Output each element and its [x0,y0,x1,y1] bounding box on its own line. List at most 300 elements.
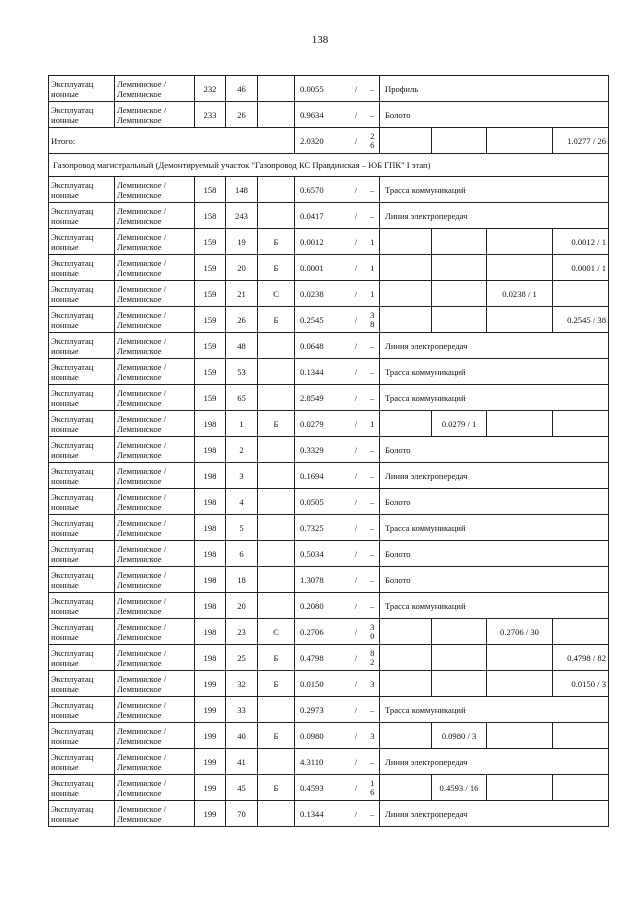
cell-kvartal: 159 [195,385,226,411]
cell-forestry: Лемпинское / Лемпинское [115,203,195,229]
cell-description: Трасса коммуникаций [380,515,609,541]
cell-kvartal: 159 [195,255,226,281]
cell-use-type: Эксплуатац ионные [49,281,115,307]
cell-value-4: 0.0012 / 1 [553,229,609,255]
cell-slash: / [347,489,366,515]
cell-use-type: Эксплуатац ионные [49,619,115,645]
cell-vydel: 26 [226,307,258,333]
cell-count: 3 [366,723,380,749]
table-row [49,541,609,567]
cell-kvartal: 198 [195,645,226,671]
cell-kvartal: 159 [195,333,226,359]
cell-slash: / [347,671,366,697]
table-row [49,307,609,333]
cell-slash: / [347,567,366,593]
cell-slash: / [347,723,366,749]
cell-kvartal: 233 [195,102,226,128]
cell-value-1 [380,723,432,749]
cell-category [258,76,295,102]
cell-use-type: Эксплуатац ионные [49,541,115,567]
cell-kvartal: 199 [195,801,226,827]
cell-kvartal: 159 [195,307,226,333]
table-row [49,801,609,827]
cell-area: 0.0279 [295,411,347,437]
cell-forestry: Лемпинское / Лемпинское [115,749,195,775]
table-row [49,411,609,437]
cell-kvartal: 199 [195,671,226,697]
table-row [49,385,609,411]
cell-use-type: Эксплуатац ионные [49,76,115,102]
cell-category [258,749,295,775]
cell-category: Б [258,723,295,749]
cell-category [258,463,295,489]
cell-area: 0.0238 [295,281,347,307]
cell-forestry: Лемпинское / Лемпинское [115,541,195,567]
cell-category: С [258,619,295,645]
cell-area: 0.7325 [295,515,347,541]
cell-use-type: Эксплуатац ионные [49,697,115,723]
cell-use-type: Эксплуатац ионные [49,102,115,128]
cell-use-type: Эксплуатац ионные [49,671,115,697]
cell-slash: / [347,333,366,359]
cell-value-1 [380,307,432,333]
table-row [49,593,609,619]
total-value-2 [432,128,487,154]
cell-count: – [366,437,380,463]
cell-forestry: Лемпинское / Лемпинское [115,281,195,307]
cell-value-3 [487,255,553,281]
cell-value-3 [487,307,553,333]
cell-count: – [366,697,380,723]
cell-slash: / [347,749,366,775]
cell-category: Б [258,255,295,281]
cell-forestry: Лемпинское / Лемпинское [115,229,195,255]
cell-use-type: Эксплуатац ионные [49,775,115,801]
cell-category [258,801,295,827]
cell-count: 1 [366,255,380,281]
cell-description: Болото [380,541,609,567]
cell-use-type: Эксплуатац ионные [49,255,115,281]
table-row [49,102,609,128]
table-row [49,489,609,515]
cell-count: 3 8 [366,307,380,333]
cell-value-2: 0.0980 / 3 [432,723,487,749]
cell-category [258,567,295,593]
cell-slash: / [347,619,366,645]
cell-vydel: 3 [226,463,258,489]
cell-count: 3 0 [366,619,380,645]
table-row [49,437,609,463]
cell-kvartal: 199 [195,749,226,775]
total-value-3 [487,128,553,154]
cell-use-type: Эксплуатац ионные [49,801,115,827]
cell-value-3 [487,723,553,749]
cell-use-type: Эксплуатац ионные [49,645,115,671]
cell-value-4: 0.0150 / 3 [553,671,609,697]
cell-description: Болото [380,489,609,515]
cell-count: – [366,749,380,775]
cell-vydel: 6 [226,541,258,567]
cell-category [258,359,295,385]
cell-description: Болото [380,567,609,593]
cell-area: 0.2080 [295,593,347,619]
cell-value-1 [380,775,432,801]
cell-area: 0.4593 [295,775,347,801]
cell-category: С [258,281,295,307]
table-body [49,76,609,827]
cell-area: 0.1344 [295,801,347,827]
cell-use-type: Эксплуатац ионные [49,723,115,749]
cell-category [258,385,295,411]
cell-slash: / [347,359,366,385]
table-row [49,255,609,281]
cell-count: 8 2 [366,645,380,671]
cell-value-2 [432,281,487,307]
cell-vydel: 19 [226,229,258,255]
cell-area: 0.3329 [295,437,347,463]
cell-value-3 [487,229,553,255]
cell-kvartal: 159 [195,359,226,385]
cell-use-type: Эксплуатац ионные [49,515,115,541]
cell-area: 0.9634 [295,102,347,128]
cell-slash: / [347,463,366,489]
cell-value-2 [432,255,487,281]
cell-value-2 [432,671,487,697]
cell-vydel: 65 [226,385,258,411]
cell-area: 0.0012 [295,229,347,255]
cell-slash: / [347,229,366,255]
table-row [49,203,609,229]
cell-slash: / [347,411,366,437]
cell-slash: / [347,437,366,463]
cell-value-4: 0.0001 / 1 [553,255,609,281]
cell-area: 0.2973 [295,697,347,723]
cell-area: 0.4798 [295,645,347,671]
cell-value-1 [380,645,432,671]
cell-kvartal: 159 [195,281,226,307]
cell-forestry: Лемпинское / Лемпинское [115,489,195,515]
cell-vydel: 32 [226,671,258,697]
cell-category: Б [258,671,295,697]
cell-description: Линия электропередач [380,749,609,775]
cell-area: 1.3078 [295,567,347,593]
cell-forestry: Лемпинское / Лемпинское [115,515,195,541]
cell-value-2 [432,645,487,671]
cell-count: 1 [366,281,380,307]
cell-count: – [366,359,380,385]
cell-use-type: Эксплуатац ионные [49,307,115,333]
cell-category [258,541,295,567]
cell-vydel: 48 [226,333,258,359]
cell-category [258,333,295,359]
cell-vydel: 21 [226,281,258,307]
cell-value-3 [487,671,553,697]
table-row [49,359,609,385]
cell-vydel: 45 [226,775,258,801]
cell-count: 1 [366,411,380,437]
cell-kvartal: 198 [195,593,226,619]
cell-use-type: Эксплуатац ионные [49,229,115,255]
cell-forestry: Лемпинское / Лемпинское [115,567,195,593]
cell-area: 4.3110 [295,749,347,775]
cell-vydel: 25 [226,645,258,671]
cell-category [258,489,295,515]
cell-description: Профиль [380,76,609,102]
cell-vydel: 148 [226,177,258,203]
table-row [49,463,609,489]
cell-area: 0.0001 [295,255,347,281]
cell-value-3 [487,775,553,801]
cell-forestry: Лемпинское / Лемпинское [115,619,195,645]
cell-vydel: 53 [226,359,258,385]
table-row [49,177,609,203]
cell-area: 0.0505 [295,489,347,515]
cell-slash: / [347,281,366,307]
cell-vydel: 2 [226,437,258,463]
cell-value-4 [553,281,609,307]
cell-value-2: 0.0279 / 1 [432,411,487,437]
cell-forestry: Лемпинское / Лемпинское [115,411,195,437]
cell-description: Трасса коммуникаций [380,697,609,723]
cell-forestry: Лемпинское / Лемпинское [115,333,195,359]
cell-vydel: 5 [226,515,258,541]
page-number: 138 [311,34,329,46]
cell-kvartal: 159 [195,229,226,255]
cell-slash: / [347,515,366,541]
cell-description: Линия электропередач [380,463,609,489]
table-row [49,723,609,749]
cell-area: 0.0417 [295,203,347,229]
table-row [49,775,609,801]
total-slash: / [347,128,366,154]
cell-slash: / [347,102,366,128]
cell-description: Трасса коммуникаций [380,359,609,385]
cell-use-type: Эксплуатац ионные [49,359,115,385]
cell-count: – [366,489,380,515]
cell-vydel: 41 [226,749,258,775]
cell-value-4 [553,775,609,801]
cell-forestry: Лемпинское / Лемпинское [115,359,195,385]
cell-kvartal: 232 [195,76,226,102]
cell-forestry: Лемпинское / Лемпинское [115,775,195,801]
cell-slash: / [347,307,366,333]
cell-area: 0.0980 [295,723,347,749]
total-area: 2.0320 [295,128,347,154]
section-header-row [49,154,609,177]
cell-value-1 [380,229,432,255]
cell-count: – [366,333,380,359]
cell-count: 1 6 [366,775,380,801]
cell-vydel: 20 [226,593,258,619]
cell-count: 3 [366,671,380,697]
cell-count: – [366,385,380,411]
cell-slash: / [347,76,366,102]
cell-vydel: 243 [226,203,258,229]
table-row [49,76,609,102]
cell-value-2 [432,619,487,645]
cell-category [258,515,295,541]
cell-use-type: Эксплуатац ионные [49,593,115,619]
cell-use-type: Эксплуатац ионные [49,333,115,359]
cell-area: 0.2545 [295,307,347,333]
cell-forestry: Лемпинское / Лемпинское [115,723,195,749]
cell-category [258,102,295,128]
cell-count: – [366,177,380,203]
cell-kvartal: 198 [195,567,226,593]
cell-category: Б [258,645,295,671]
cell-kvartal: 198 [195,437,226,463]
cell-forestry: Лемпинское / Лемпинское [115,76,195,102]
cell-count: – [366,541,380,567]
cell-count: 2 6 [366,128,380,154]
cell-slash: / [347,177,366,203]
cell-kvartal: 198 [195,489,226,515]
cell-count: – [366,203,380,229]
cell-count: – [366,463,380,489]
cell-forestry: Лемпинское / Лемпинское [115,307,195,333]
cell-value-3 [487,411,553,437]
cell-description: Болото [380,102,609,128]
cell-use-type: Эксплуатац ионные [49,463,115,489]
total-value-1 [380,128,432,154]
cell-forestry: Лемпинское / Лемпинское [115,437,195,463]
cell-slash: / [347,697,366,723]
cell-forestry: Лемпинское / Лемпинское [115,697,195,723]
cell-category [258,437,295,463]
cell-description: Трасса коммуникаций [380,385,609,411]
cell-area: 0.1344 [295,359,347,385]
cell-value-1 [380,281,432,307]
cell-slash: / [347,541,366,567]
cell-value-1 [380,671,432,697]
cell-description: Трасса коммуникаций [380,177,609,203]
total-value-4: 1.0277 / 26 [553,128,609,154]
cell-area: 0.2706 [295,619,347,645]
cell-vydel: 20 [226,255,258,281]
cell-forestry: Лемпинское / Лемпинское [115,102,195,128]
cell-use-type: Эксплуатац ионные [49,437,115,463]
table-row [49,229,609,255]
cell-description: Линия электропередач [380,801,609,827]
cell-value-4: 0.2545 / 38 [553,307,609,333]
cell-value-1 [380,411,432,437]
cell-kvartal: 198 [195,541,226,567]
cell-count: – [366,515,380,541]
cell-vydel: 1 [226,411,258,437]
cell-forestry: Лемпинское / Лемпинское [115,593,195,619]
cell-description: Трасса коммуникаций [380,593,609,619]
cell-vydel: 46 [226,76,258,102]
cell-slash: / [347,593,366,619]
cell-vydel: 4 [226,489,258,515]
cell-description: Линия электропередач [380,203,609,229]
cell-area: 2.8549 [295,385,347,411]
cell-count: – [366,102,380,128]
cell-category [258,177,295,203]
cell-kvartal: 199 [195,697,226,723]
cell-kvartal: 199 [195,775,226,801]
cell-area: 0.5034 [295,541,347,567]
cell-value-3: 0.2706 / 30 [487,619,553,645]
cell-vydel: 23 [226,619,258,645]
table-row [49,749,609,775]
cell-category [258,697,295,723]
cell-kvartal: 198 [195,515,226,541]
cell-category: Б [258,307,295,333]
cell-value-3 [487,645,553,671]
cell-value-3: 0.0238 / 1 [487,281,553,307]
cell-kvartal: 198 [195,411,226,437]
cell-forestry: Лемпинское / Лемпинское [115,177,195,203]
cell-count: 1 [366,229,380,255]
cell-forestry: Лемпинское / Лемпинское [115,801,195,827]
cell-value-2: 0.4593 / 16 [432,775,487,801]
cell-kvartal: 198 [195,619,226,645]
cell-area: 0.6570 [295,177,347,203]
cell-slash: / [347,255,366,281]
cell-use-type: Эксплуатац ионные [49,567,115,593]
cell-area: 0.0150 [295,671,347,697]
total-row [49,128,609,154]
table-row [49,333,609,359]
cell-vydel: 70 [226,801,258,827]
cell-kvartal: 199 [195,723,226,749]
cell-category: Б [258,229,295,255]
table-row [49,515,609,541]
cell-category [258,203,295,229]
cell-slash: / [347,775,366,801]
cell-area: 0.1694 [295,463,347,489]
cell-value-4 [553,723,609,749]
cell-vydel: 33 [226,697,258,723]
cell-forestry: Лемпинское / Лемпинское [115,463,195,489]
cell-slash: / [347,385,366,411]
cell-forestry: Лемпинское / Лемпинское [115,255,195,281]
cell-use-type: Эксплуатац ионные [49,177,115,203]
cell-forestry: Лемпинское / Лемпинское [115,645,195,671]
cell-value-4 [553,411,609,437]
table-row [49,281,609,307]
section-title: Газопровод магистральный (Демонтируемый участок "Газопровод КС Правдинская – ЮБ ГПК" I этап) [49,154,609,177]
cell-value-1 [380,619,432,645]
cell-value-2 [432,229,487,255]
cell-description: Болото [380,437,609,463]
cell-value-4: 0.4798 / 82 [553,645,609,671]
cell-use-type: Эксплуатац ионные [49,411,115,437]
cell-count: – [366,76,380,102]
cell-use-type: Эксплуатац ионные [49,385,115,411]
cell-forestry: Лемпинское / Лемпинское [115,671,195,697]
cell-area: 0.0055 [295,76,347,102]
table-row [49,645,609,671]
table-row [49,619,609,645]
table-row [49,671,609,697]
cell-count: – [366,801,380,827]
cell-category: Б [258,411,295,437]
cell-value-4 [553,619,609,645]
cell-count: – [366,593,380,619]
cell-value-2 [432,307,487,333]
cell-use-type: Эксплуатац ионные [49,203,115,229]
cell-kvartal: 158 [195,203,226,229]
total-label: Итого: [49,128,295,154]
cell-value-1 [380,255,432,281]
cell-area: 0.0648 [295,333,347,359]
cell-vydel: 26 [226,102,258,128]
cell-use-type: Эксплуатац ионные [49,749,115,775]
cell-slash: / [347,203,366,229]
cell-description: Линия электропередач [380,333,609,359]
